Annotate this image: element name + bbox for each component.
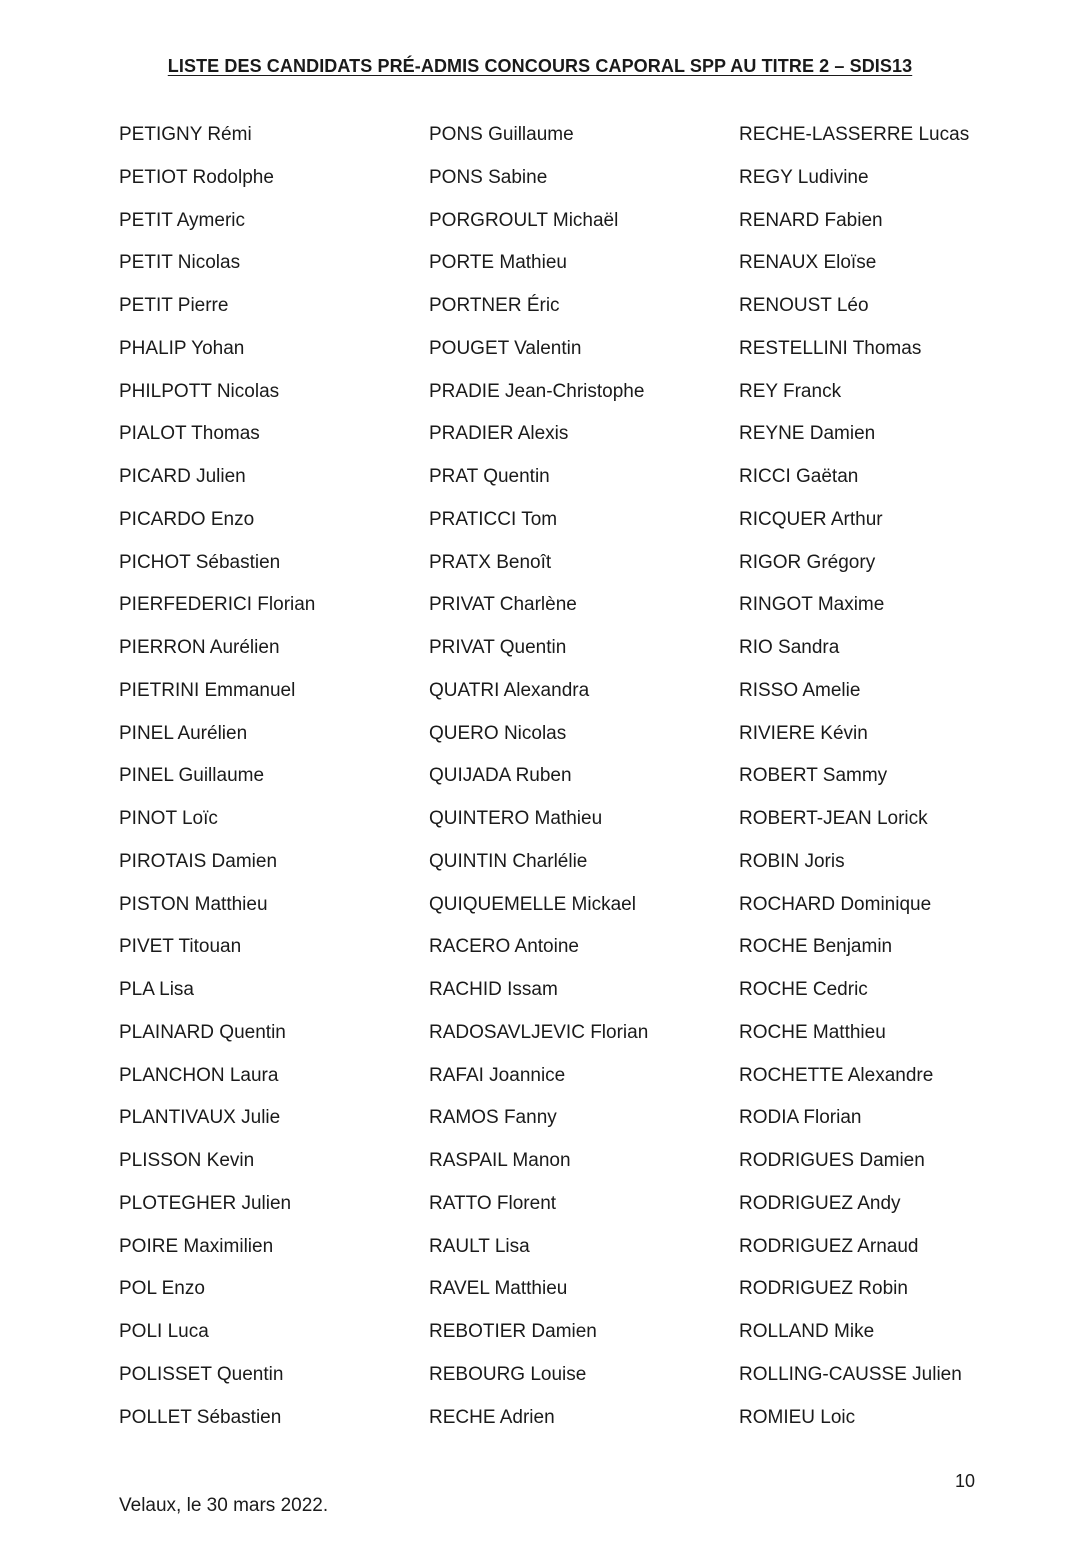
candidate-name: RATTO Florent — [429, 1192, 557, 1214]
candidate-name: QUATRI Alexandra — [429, 679, 590, 701]
candidate-name: RAFAI Joannice — [429, 1064, 566, 1086]
candidate-name: POLLET Sébastien — [119, 1406, 282, 1428]
candidate-name: RAVEL Matthieu — [429, 1278, 568, 1300]
candidate-name: PICARD Julien — [119, 466, 246, 487]
candidate-name: RICQUER Arthur — [739, 508, 883, 530]
candidate-name: PIROTAIS Damien — [119, 850, 278, 872]
candidate-column-2 — [429, 121, 648, 1446]
candidate-name: POLISSET Quentin — [119, 1363, 284, 1385]
candidate-column-3 — [739, 121, 969, 1446]
candidate-name: PLISSON Kevin — [119, 1150, 255, 1171]
candidate-name: RICCI Gaëtan — [739, 466, 859, 487]
candidate-name: RAULT Lisa — [429, 1235, 530, 1257]
candidate-name: ROCHARD Dominique — [739, 893, 932, 915]
candidate-name: RENOUST Léo — [739, 295, 869, 316]
candidate-name: PONS Guillaume — [429, 124, 574, 145]
candidate-name: ROCHE Benjamin — [739, 936, 893, 958]
candidate-name: POIRE Maximilien — [119, 1235, 274, 1257]
candidate-name: POL Enzo — [119, 1278, 205, 1300]
candidate-name: PETIT Aymeric — [119, 209, 245, 231]
candidate-name: PLA Lisa — [119, 979, 194, 1000]
candidate-name: QUINTERO Mathieu — [429, 808, 603, 829]
candidate-name: REGY Ludivine — [739, 166, 869, 188]
footer-place-date: Velaux, le 30 mars 2022. — [119, 1495, 329, 1516]
candidate-name: PLANCHON Laura — [119, 1064, 279, 1086]
candidate-column-1 — [119, 121, 315, 1446]
candidate-name: PHILPOTT Nicolas — [119, 380, 280, 402]
candidate-name: PRATICCI Tom — [429, 508, 558, 530]
candidate-name: ROBIN Joris — [739, 850, 845, 872]
candidate-name: RODRIGUES Damien — [739, 1150, 925, 1171]
candidate-name: ROBERT Sammy — [739, 765, 888, 787]
candidate-name: PLANTIVAUX Julie — [119, 1107, 281, 1129]
candidate-name: PIERRON Aurélien — [119, 637, 280, 658]
candidate-name: RINGOT Maxime — [739, 594, 885, 616]
candidate-name: ROLLAND Mike — [739, 1321, 875, 1342]
candidate-name: PORTE Mathieu — [429, 252, 567, 274]
candidate-name: RACHID Issam — [429, 979, 558, 1000]
candidate-name: RODRIGUEZ Andy — [739, 1192, 901, 1214]
candidate-name: PLOTEGHER Julien — [119, 1192, 292, 1214]
candidate-name: RODRIGUEZ Robin — [739, 1278, 908, 1300]
candidate-name: PRADIER Alexis — [429, 423, 569, 445]
candidate-name: ROBERT-JEAN Lorick — [739, 808, 928, 829]
candidate-name: RACERO Antoine — [429, 936, 579, 958]
candidate-name: PETIOT Rodolphe — [119, 166, 274, 188]
candidate-name: PONS Sabine — [429, 166, 548, 188]
candidate-name: RODIA Florian — [739, 1107, 862, 1129]
candidate-name: PINEL Guillaume — [119, 765, 265, 787]
candidate-name: RENARD Fabien — [739, 209, 883, 231]
candidate-name: RISSO Amelie — [739, 679, 861, 701]
candidate-name: PIETRINI Emmanuel — [119, 679, 296, 701]
candidate-name: PETIT Pierre — [119, 295, 229, 316]
candidate-name: ROMIEU Loic — [739, 1406, 856, 1428]
candidate-name: PLAINARD Quentin — [119, 1021, 286, 1043]
candidate-name: ROCHE Cedric — [739, 979, 868, 1000]
candidate-name: REY Franck — [739, 380, 842, 402]
candidate-name: RODRIGUEZ Arnaud — [739, 1235, 919, 1257]
candidate-name: QUERO Nicolas — [429, 722, 567, 744]
candidate-name: PHALIP Yohan — [119, 337, 245, 359]
candidate-name: PIERFEDERICI Florian — [119, 594, 316, 616]
candidate-name: QUINTIN Charlélie — [429, 850, 588, 872]
candidate-name: RIGOR Grégory — [739, 551, 876, 573]
candidate-name: RASPAIL Manon — [429, 1150, 571, 1171]
candidate-name: PETIT Nicolas — [119, 252, 241, 274]
candidate-name: PORGROULT Michaël — [429, 209, 619, 231]
candidate-name: RIO Sandra — [739, 637, 840, 658]
candidate-name: QUIQUEMELLE Mickael — [429, 893, 636, 915]
candidate-name: POUGET Valentin — [429, 337, 582, 359]
candidate-name: RESTELLINI Thomas — [739, 337, 922, 359]
candidate-name: ROCHETTE Alexandre — [739, 1064, 934, 1086]
candidate-name: PRATX Benoît — [429, 551, 552, 573]
candidate-name: PINOT Loïc — [119, 808, 218, 829]
candidate-name: PRADIE Jean-Christophe — [429, 380, 645, 402]
candidate-name: PRAT Quentin — [429, 466, 550, 487]
candidate-name: PRIVAT Quentin — [429, 637, 567, 658]
candidate-name: POLI Luca — [119, 1321, 209, 1342]
candidate-name: RECHE-LASSERRE Lucas — [739, 124, 970, 145]
candidate-name: PIALOT Thomas — [119, 423, 260, 445]
candidate-name: PRIVAT Charlène — [429, 594, 577, 616]
candidate-name: PISTON Matthieu — [119, 893, 268, 915]
candidate-name: QUIJADA Ruben — [429, 765, 572, 787]
candidate-name: PETIGNY Rémi — [119, 124, 252, 145]
candidate-name: PINEL Aurélien — [119, 722, 248, 744]
candidate-name: PORTNER Éric — [429, 295, 560, 316]
candidate-name: REBOTIER Damien — [429, 1321, 597, 1342]
candidate-name: PICHOT Sébastien — [119, 551, 281, 573]
candidate-name: RADOSAVLJEVIC Florian — [429, 1021, 649, 1043]
candidate-name: REBOURG Louise — [429, 1363, 587, 1385]
candidate-name: RECHE Adrien — [429, 1406, 555, 1428]
document-title: LISTE DES CANDIDATS PRÉ-ADMIS CONCOURS CAPORAL SPP AU TITRE 2 – SDIS13 — [167, 56, 913, 76]
candidate-name: PICARDO Enzo — [119, 508, 255, 530]
candidate-name: ROLLING-CAUSSE Julien — [739, 1363, 962, 1385]
page-number: 10 — [955, 1471, 976, 1491]
candidate-name: RENAUX Eloïse — [739, 252, 877, 274]
candidate-name: ROCHE Matthieu — [739, 1021, 886, 1043]
candidate-name: RAMOS Fanny — [429, 1107, 557, 1129]
candidate-name: RIVIERE Kévin — [739, 722, 868, 744]
candidate-name: PIVET Titouan — [119, 936, 242, 958]
candidate-name: REYNE Damien — [739, 423, 876, 445]
